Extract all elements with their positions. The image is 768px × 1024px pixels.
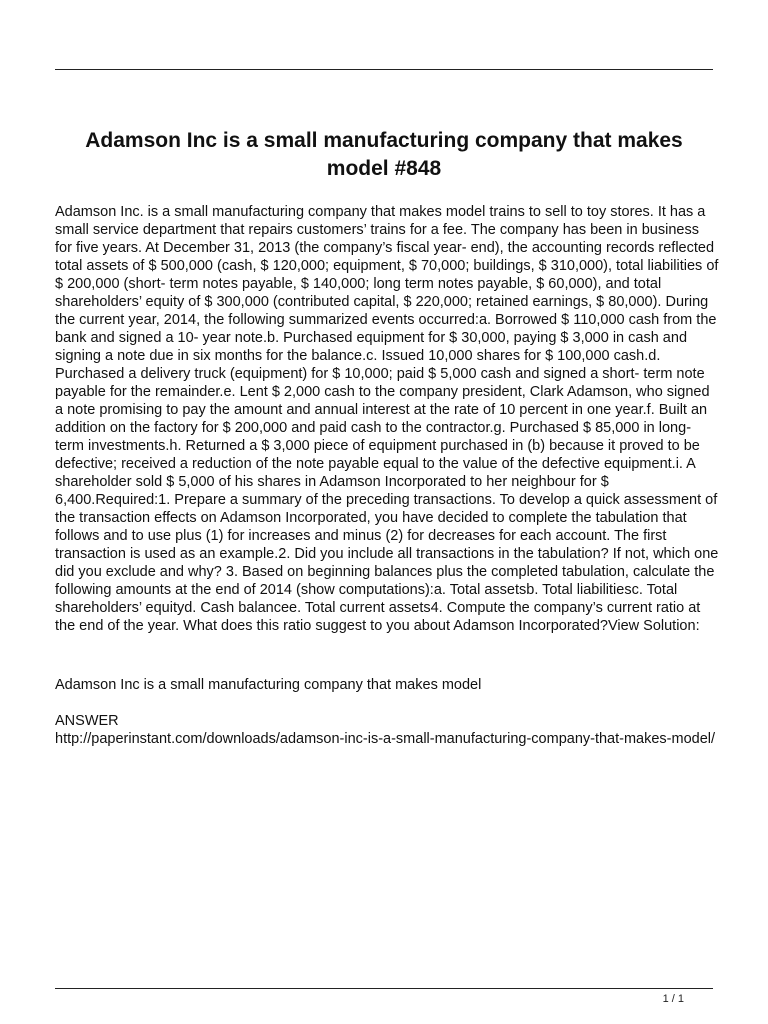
footer-divider xyxy=(55,988,713,989)
subject-line: Adamson Inc is a small manufacturing company that makes model xyxy=(55,677,482,693)
answer-link[interactable]: http://paperinstant.com/downloads/adamson-inc-is-a-small-manufacturing-company-that-makes-model/ xyxy=(55,731,716,747)
question-body: Adamson Inc. is a small manufacturing company that makes model trains to sell to toy stores. It has a small service department that repairs customers’ trains for a fee. The company has been in business for five years. At December 31, 2013 (the company’s fiscal year- end), the accounting records reflected total assets of $ 500,000 (cash, $ 120,000; equipment, $ 70,000; buildings, $ 310,000), total liabilities of $ 200,000 (short- term notes payable, $ 140,000; long term notes payable, $ 60,000), and total shareholders’ equity of $ 300,000 (contributed capital, $ 220,000; retained earnings, $ 80,000). During the current year, 2014, the following summarized events occurred:a. Borrowed $ 110,000 cash from the bank and signed a 10- year note.b. Purchased equipment for $ 30,000, paying $ 3,000 in cash and signing a note due in six months for the balance.c. Issued 10,000 shares for $ 100,000 cash.d. Purchased a delivery truck (equipment) for $ 10,000; paid $ 5,000 cash and signed a short- term note payable for the remainder.e. Lent $ 2,000 cash to the company president, Clark Adamson, who signed a note promising to pay the amount and annual interest at the rate of 10 percent in one year.f. Built an addition on the factory for $ 200,000 and paid cash to the contractor.g. Purchased $ 85,000 in long- term investments.h. Returned a $ 3,000 piece of equipment purchased in (b) because it proved to be defective; received a reduction of the note payable equal to the value of the defective equipment.i. A shareholder sold $ 5,000 of his shares in Adamson Incorporated to her neighbour for $ 6,400.Required:1. Prepare a summary of the preceding transactions. To develop a quick assessment of the transaction effects on Adamson Incorporated, you have decided to complete the tabulation that follows and to use plus (1) for increases and minus (2) for decreases for each account. The first transaction is used as an example.2. Did you include all transactions in the tabulation? If not, which one did you exclude and why? 3. Based on beginning balances plus the completed tabulation, calculate the following amounts at the end of 2014 (show computations):a. Total assetsb. Total liabilitiesc. Total shareholders’ equityd. Cash balancee. Total current assets4. Compute the company’s current ratio at the end of the year. What does this ratio suggest to you about Adamson Incorporated?View Solution: xyxy=(55,204,719,634)
header-divider xyxy=(55,69,713,70)
answer-label: ANSWER xyxy=(55,713,119,729)
document-title: Adamson Inc is a small manufacturing company that makes model #848 xyxy=(85,129,683,180)
page-number: 1 / 1 xyxy=(662,993,684,1005)
